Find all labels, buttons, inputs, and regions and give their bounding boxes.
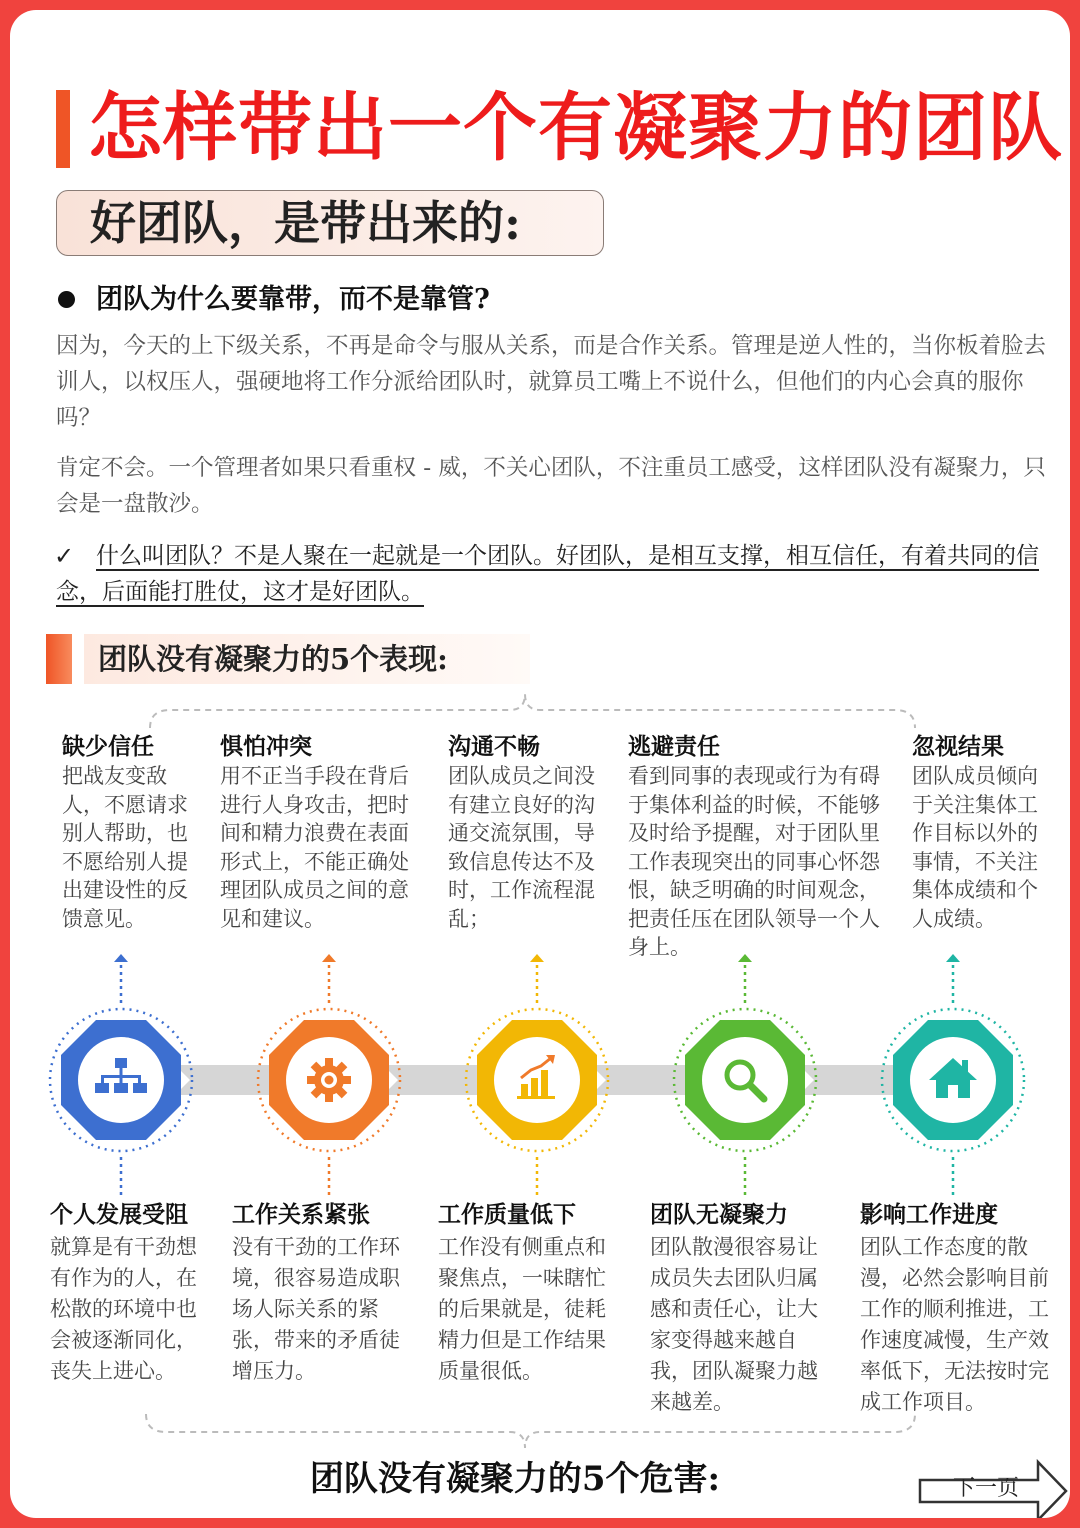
paragraph-1: 因为，今天的上下级关系，不再是命令与服从关系，而是合作关系。管理是逆人性的，当你板着脸去训人，以权压人，强硬地将工作分派给团队时，就算员工嘴上不说什么，但他们的内心会真的服你吗？ bbox=[56, 333, 1047, 431]
page-title: 怎样带出一个有凝聚力的团队 bbox=[88, 85, 1063, 171]
harm-title-3: 工作质量低下 bbox=[438, 1202, 576, 1228]
next-page-button[interactable]: 下一页 bbox=[952, 1476, 1019, 1501]
top-brace bbox=[150, 694, 915, 728]
harm-text-2: 没有干劲的工作环境，很容易造成职场人际关系的紧张，带来的矛盾徒增压力。 bbox=[232, 1235, 400, 1383]
symptom-text-1: 把战友变敌人，不愿请求别人帮助，也不愿给别人提出建设性的反馈意见。 bbox=[62, 764, 188, 931]
harm-title-5: 影响工作进度 bbox=[860, 1202, 998, 1228]
harm-title-4: 团队无凝聚力 bbox=[650, 1202, 788, 1228]
harm-text-3: 工作没有侧重点和聚焦点，一味瞎忙的后果就是，徒耗精力但是工作结果质量很低。 bbox=[438, 1235, 606, 1383]
org-chart-icon bbox=[50, 954, 192, 1198]
harm-title-1: 个人发展受阻 bbox=[50, 1202, 188, 1228]
harm-text-1: 就算是有干劲想有作为的人，在松散的环境中也会被逐渐同化，丧失上进心。 bbox=[50, 1235, 197, 1383]
symptom-title-5: 忽视结果 bbox=[912, 734, 1004, 760]
paragraph-2: 肯定不会。一个管理者如果只看重权 - 威，不关心团队，不注重员工感受，这样团队没有凝聚力，只会是一盘散沙。 bbox=[56, 455, 1046, 517]
growth-chart-icon bbox=[466, 954, 608, 1198]
check-icon: ✓ bbox=[54, 542, 75, 570]
team-definition-text: 什么叫团队？不是人聚在一起就是一个团队。好团队，是相互支撑，相互信任，有着共同的信念，后面能打胜仗，这才是好团队。 bbox=[56, 543, 1039, 605]
home-icon bbox=[882, 954, 1024, 1198]
page bbox=[10, 10, 1070, 1518]
section-symptoms-title: 团队没有凝聚力的5个表现: bbox=[98, 642, 448, 676]
gear-icon bbox=[258, 954, 400, 1198]
harm-title-2: 工作关系紧张 bbox=[232, 1202, 370, 1228]
section-harms-title: 团队没有凝聚力的5个危害: bbox=[309, 1459, 721, 1499]
symptom-title-1: 缺少信任 bbox=[62, 734, 154, 760]
harm-text-5: 团队工作态度的散漫，必然会影响目前工作的顺利推进，工作速度减慢，生产效率低下，无法按时完成工作项目。 bbox=[860, 1235, 1049, 1414]
symptom-text-5: 团队成员倾向于关注集体工作目标以外的事情，不关注集体成绩和个人成绩。 bbox=[912, 764, 1038, 931]
symptom-text-3: 团队成员之间没有建立良好的沟通交流氛围，导致信息传达不及时，工作流程混乱； bbox=[448, 764, 595, 931]
harm-text-4: 团队散漫很容易让成员失去团队归属感和责任心，让大家变得越来越自我，团队凝聚力越来越差。 bbox=[650, 1235, 818, 1414]
bottom-brace bbox=[146, 1414, 915, 1448]
symptom-text-4: 看到同事的表现或行为有碍于集体利益的时候，不能够及时给予提醒，对于团队里工作表现突出的同事心怀怨恨，缺乏明确的时间观念，把责任压在团队领导一个人身上。 bbox=[628, 764, 880, 959]
symptom-text-2: 用不正当手段在背后进行人身攻击，把时间和精力浪费在表面形式上，不能正确处理团队成员之间的意见和建议。 bbox=[220, 764, 409, 931]
magnifier-icon bbox=[674, 954, 816, 1198]
question-heading: 团队为什么要靠带，而不是靠管? bbox=[96, 284, 490, 315]
symptom-title-2: 惧怕冲突 bbox=[220, 734, 312, 760]
subtitle: 好团队，是带出来的: bbox=[90, 196, 521, 250]
symptom-title-3: 沟通不畅 bbox=[448, 734, 540, 760]
symptom-title-4: 逃避责任 bbox=[628, 734, 720, 760]
